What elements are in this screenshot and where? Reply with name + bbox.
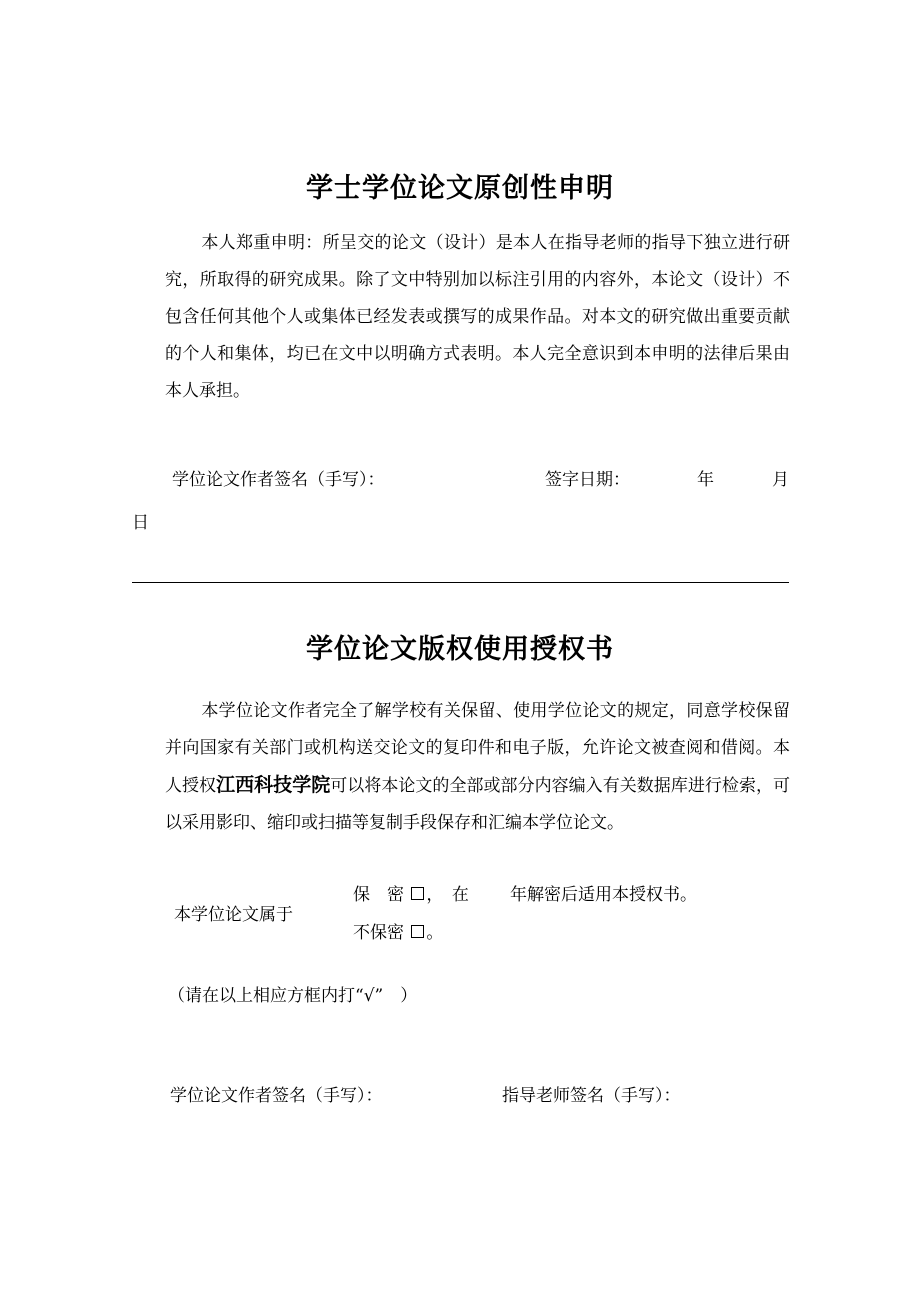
not-secret-option [353,918,443,943]
author-signature-label-2: 学位论文作者签名（手写）： [170,1086,383,1106]
secret-checkbox[interactable] [411,887,424,900]
sign-date-label: 签字日期： [545,470,630,490]
authorization-paragraph [165,693,790,842]
secret-suffix: ， 在 [426,885,469,905]
month-label: 月 [772,470,789,490]
secret-tail: 年解密后适用本授权书。 [510,885,697,905]
not-secret-suffix: 。 [426,923,444,943]
thesis-belongs-label: 本学位论文属于 [174,905,293,925]
declaration-paragraph [165,225,790,410]
authorization-title: 学位论文版权使用授权书 [306,634,614,665]
advisor-signature-label: 指导老师签名（手写）： [502,1086,681,1106]
secret-label: 保 密 [353,885,404,905]
secret-option [353,880,469,905]
year-label: 年 [697,470,714,490]
not-secret-label: 不保密 [353,923,404,943]
declaration-title: 学士学位论文原创性申明 [306,173,614,204]
authorization-paragraph-text-before: 本学位论文作者完全了解学校有关保留、使用学位论文的规定，同意学校保留并向国家有关部门或机构送交论文的复印件和电子版，允许论文被查阅和借阅。本人授权 [165,701,790,796]
author-signature-label: 学位论文作者签名（手写）： [172,470,385,490]
section-divider [132,582,789,583]
authorization-paragraph-text-after: 可以将本论文的全部或部分内容编入有关数据库进行检索，可以采用影印、缩印或扫描等复制手段保存和汇编本学位论文。 [165,776,790,833]
checkbox-instruction: （请在以上相应方框内打“√” ） [168,986,418,1006]
declaration-paragraph-text: 本人郑重申明：所呈交的论文（设计）是本人在指导老师的指导下独立进行研究，所取得的研究成果。除了文中特别加以标注引用的内容外，本论文（设计）不包含任何其他个人或集体已经发表或撰写的成果作品。对本文的研究做出重要贡献的个人和集体，均已在文中以明确方式表明。本人完全意识到本申明的法律后果由本人承担。 [165,233,790,401]
school-name: 江西科技学院 [216,774,331,796]
day-label: 日 [132,513,149,533]
not-secret-checkbox[interactable] [411,925,424,938]
